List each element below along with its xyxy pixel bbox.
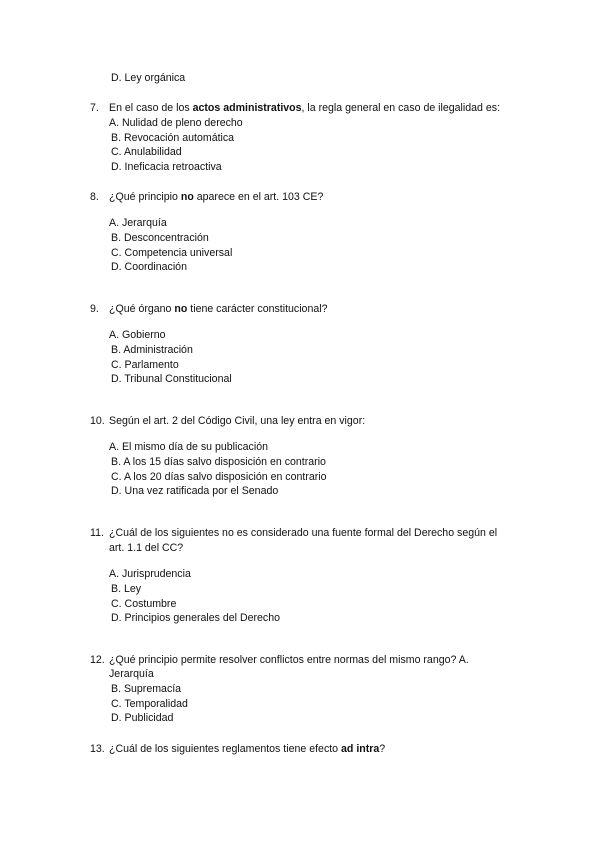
option-a: A. Nulidad de pleno derecho	[109, 117, 243, 129]
question-number: 12.	[90, 654, 105, 666]
option-c: C. A los 20 días salvo disposición en contrario	[111, 471, 327, 483]
option-b: B. Administración	[111, 344, 193, 356]
option-c: C. Temporalidad	[111, 698, 188, 710]
option-d: D. Una vez ratificada por el Senado	[111, 485, 279, 497]
question-text: ¿Qué principio no aparece en el art. 103 CE?	[109, 191, 324, 203]
option-b: B. Supremacía	[111, 683, 182, 695]
option-a: A. Gobierno	[109, 329, 166, 341]
question-text-line-1: ¿Cuál de los siguientes no es considerado una fuente formal del Derecho según el	[109, 527, 498, 539]
question-number: 9.	[90, 303, 99, 315]
question-number: 7.	[90, 102, 99, 114]
option-d: D. Ineficacia retroactiva	[111, 161, 222, 173]
option-c: C. Costumbre	[111, 598, 177, 610]
option-d: D. Principios generales del Derecho	[111, 612, 280, 624]
option-d: D. Coordinación	[111, 261, 187, 273]
option-b: B. A los 15 días salvo disposición en contrario	[111, 456, 326, 468]
question-text-line-2: Jerarquía	[109, 668, 154, 680]
option-c: C. Parlamento	[111, 359, 179, 371]
option-a: A. Jerarquía	[109, 217, 167, 229]
option-b: B. Ley	[111, 583, 142, 595]
question-text-line-1: ¿Qué principio permite resolver conflictos entre normas del mismo rango? A.	[109, 654, 469, 666]
option-c: C. Competencia universal	[111, 247, 233, 259]
option-a: A. Jurisprudencia	[109, 568, 191, 580]
option-b: B. Desconcentración	[111, 232, 209, 244]
option-c: C. Anulabilidad	[111, 146, 182, 158]
question-text: ¿Qué órgano no tiene carácter constitucional?	[109, 303, 328, 315]
option-a: A. El mismo día de su publicación	[109, 441, 268, 453]
question-number: 11.	[90, 527, 104, 539]
question-text: ¿Cuál de los siguientes reglamentos tiene efecto ad intra?	[109, 743, 386, 755]
question-text: En el caso de los actos administrativos, la regla general en caso de ilegalidad es:	[109, 102, 501, 114]
question-number: 10.	[90, 415, 105, 427]
question-text-line-2: art. 1.1 del CC?	[109, 542, 184, 554]
question-number: 13.	[90, 743, 105, 755]
option-d: D. Tribunal Constitucional	[111, 373, 232, 385]
option-b: B. Revocación automática	[111, 132, 235, 144]
question-number: 8.	[90, 191, 99, 203]
option-d: D. Publicidad	[111, 712, 174, 724]
question-text: Según el art. 2 del Código Civil, una ley entra en vigor:	[109, 415, 366, 427]
prev-question-option-d: D. Ley orgánica	[111, 72, 186, 84]
